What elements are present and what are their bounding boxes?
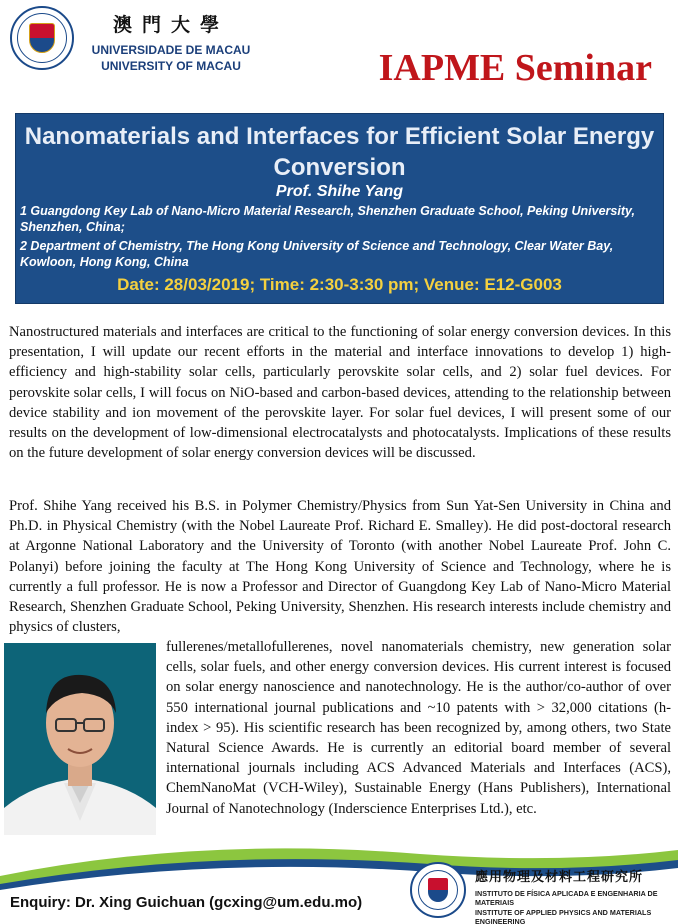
talk-title: Nanomaterials and Interfaces for Efficient Solar Energy Conversion (24, 123, 655, 181)
abstract-paragraph: Nanostructured materials and interfaces are critical to the functioning of solar energy conversion devices. In this presentation, I will update our recent efforts in the material and interface innovations to develop 1) high-efficiency and high-stability solar cells, particularly perovskite solar cells, and 2) solar fuel devices. For perovskite solar cells, I will focus on NiO-based and carbon-based devices, attending to the relationship between device stability and ion movement of the perovskite layer. For solar fuel devices, I will present some of our results on the development of low-dimensional electrocatalysts and photocatalysts. Implications of these results on the future development of solar energy conversion devices will be discussed. (9, 324, 671, 462)
shield-icon (428, 878, 448, 902)
university-name-chinese: 澳門大學 (112, 14, 229, 36)
speaker-affiliation-2: 2 Department of Chemistry, The Hong Kong University of Science and Technology, Clear Water Bay, Kowloon, Hong Kong, China (20, 239, 614, 269)
speaker-affiliation-1: 1 Guangdong Key Lab of Nano-Micro Material Research, Shenzhen Graduate School, Peking University, Shenzhen, China; (20, 204, 635, 234)
university-name-portuguese: UNIVERSIDADE DE MACAU (91, 43, 251, 57)
institute-name-english: INSTITUTE OF APPLIED PHYSICS AND MATERIALS ENGINEERING (475, 908, 652, 924)
speaker-name: Prof. Shihe Yang (275, 183, 404, 200)
date-time-venue: Date: 28/03/2019; Time: 2:30-3:30 pm; Venue: E12-G003 (117, 275, 562, 294)
talk-info-banner (15, 113, 664, 304)
institute-name-block (475, 866, 675, 924)
speaker-photo (4, 643, 156, 835)
university-name-block (86, 10, 256, 73)
enquiry-contact: Enquiry: Dr. Xing Guichuan (gcxing@um.edu.mo) (10, 894, 363, 911)
bio-paragraph-continued: fullerenes/metallofullerenes, novel nanomaterials chemistry, new generation solar cells, solar fuels, and other energy conversion devices. His current interest is focused on solar energy nanoscience and nanotechnology. He is the author/co-author of over 550 international journal publications and ~10 patents with > 32,000 citations (h-index > 95). His scientific research has been recognized by, among others, two State Natural Science Awards. He is currently an editorial board member of several international journals including ACS Advanced Materials and Interfaces (ACS), ChemNanoMat (VCH-Wiley), Sustainable Energy (Hans Publishers), International Journal of Nanotechnology (Inderscience Enterprises Ltd.), etc. (166, 639, 671, 817)
university-seal-logo (10, 6, 74, 70)
shield-icon (29, 23, 55, 53)
institute-name-portuguese: INSTITUTO DE FÍSICA APLICADA E ENGENHARIA DE MATERIAIS (475, 889, 658, 907)
institute-name-chinese: 應用物理及材料工程研究所 (475, 870, 644, 885)
bio-paragraph: Prof. Shihe Yang received his B.S. in Polymer Chemistry/Physics from Sun Yat-Sen University in China and Ph.D. in Physical Chemistry (with the Nobel Laureate Prof. Richard E. Smalley). He did post-doctoral research at Argonne National Laboratory and the University of Toronto (with another Nobel Laureate Prof. John C. Polanyi) before joining the faculty at The Hong Kong University of Science and Technology, where he is currently a full professor. He is now a Professor and Director of Guangdong Key Lab of Nano-Micro Material Research, Shenzhen Graduate School, Peking University, Shenzhen. His research interests include chemistry and physics of clusters, (9, 498, 671, 636)
university-name-english: UNIVERSITY OF MACAU (101, 59, 241, 73)
speaker-portrait-image (4, 643, 156, 835)
seminar-title: IAPME Seminar (378, 47, 652, 89)
institute-logo (410, 862, 466, 918)
